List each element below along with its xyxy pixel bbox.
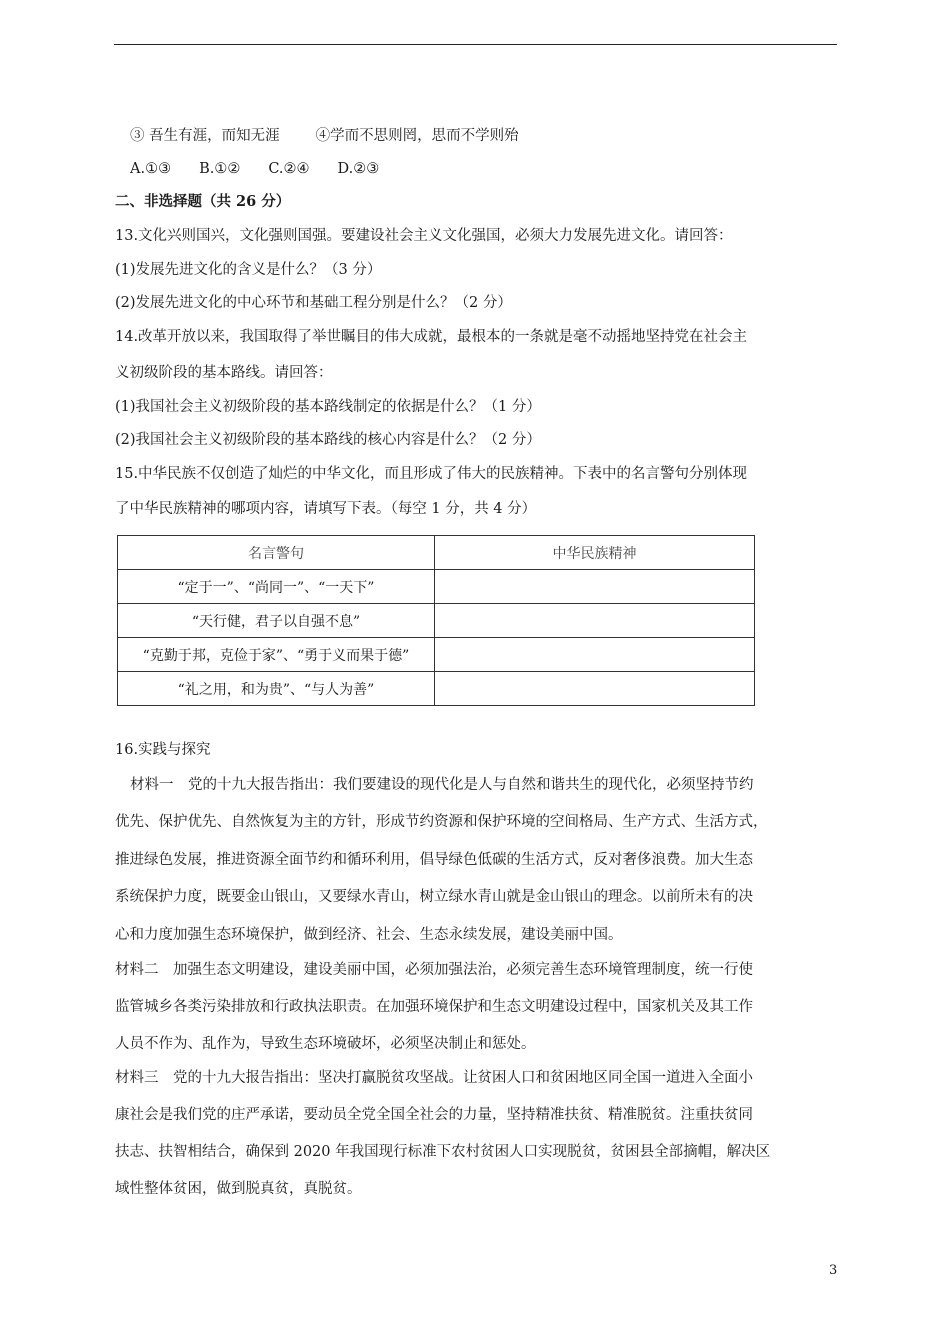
q13-sub1: (1)发展先进文化的含义是什么？（3 分） (115, 262, 382, 278)
table-header-row (118, 536, 755, 570)
header-rule (114, 44, 837, 45)
material3-line: 材料三 党的十九大报告指出：坚决打赢脱贫攻坚战。让贫困人口和贫困地区同全国一道进入全面小 (115, 1070, 753, 1086)
table-row (118, 570, 755, 604)
table-quote-cell: “克勤于邦，克俭于家”、“勇于义而果于德” (118, 638, 435, 672)
choice-b: B.①② (199, 161, 241, 177)
table-row (118, 672, 755, 706)
q15-stem-line2: 了中华民族精神的哪项内容，请填写下表。（每空 1 分，共 4 分） (115, 501, 537, 517)
q16-title: 16.实践与探究 (115, 742, 211, 758)
q13-stem: 13.文化兴则国兴，文化强则国强。要建设社会主义文化强国，必须大力发展先进文化。请回答： (115, 228, 733, 244)
option-item-4: ④学而不思则罔，思而不学则殆 (315, 128, 519, 144)
material3-line: 康社会是我们党的庄严承诺，要动员全党全国全社会的力量，坚持精准扶贫、精准脱贫。注重扶贫同 (115, 1107, 753, 1123)
material1-line: 材料一 党的十九大报告指出：我们要建设的现代化是人与自然和谐共生的现代化，必须坚持节约 (130, 777, 754, 793)
material3-line: 扶志、扶智相结合，确保到 2020 年我国现行标准下农村贫困人口实现脱贫，贫困县全部摘帽，解决区 (115, 1144, 771, 1160)
table-quote-cell: “天行健，君子以自强不息” (118, 604, 435, 638)
table-answer-cell[interactable] (435, 672, 755, 706)
answer-choices (130, 159, 379, 179)
material2-line: 监管城乡各类污染排放和行政执法职责。在加强环境保护和生态文明建设过程中，国家机关及其工作 (115, 999, 753, 1015)
choice-d: D.②③ (337, 161, 380, 177)
material1-line: 系统保护力度，既要金山银山，又要绿水青山，树立绿水青山就是金山银山的理念。以前所未有的决 (115, 889, 753, 905)
material2-line: 材料二 加强生态文明建设，建设美丽中国，必须加强法治，必须完善生态环境管理制度，统一行使 (115, 962, 753, 978)
material1-line: 推进绿色发展，推进资源全面节约和循环利用，倡导绿色低碳的生活方式，反对奢侈浪费。加大生态 (115, 852, 753, 868)
material1-line: 优先、保护优先、自然恢复为主的方针，形成节约资源和保护环境的空间格局、生产方式、生活方式， (115, 814, 768, 830)
q14-stem-line2: 义初级阶段的基本路线。请回答： (115, 365, 333, 381)
table-row (118, 604, 755, 638)
q15-spirit-table (117, 535, 755, 706)
table-answer-cell[interactable] (435, 604, 755, 638)
material3-line: 域性整体贫困，做到脱真贫，真脱贫。 (115, 1181, 362, 1197)
options-row-3-4 (130, 126, 519, 146)
material1-line: 心和力度加强生态环境保护，做到经济、社会、生态永续发展，建设美丽中国。 (115, 927, 623, 943)
table-quote-cell: “定于一”、“尚同一”、“一天下” (118, 570, 435, 604)
q15-stem-line1: 15.中华民族不仅创造了灿烂的中华文化，而且形成了伟大的民族精神。下表中的名言警句分别体现 (115, 466, 748, 482)
page-number: 3 (829, 1263, 838, 1278)
table-header-quotes: 名言警句 (118, 536, 435, 570)
choice-c: C.②④ (268, 161, 310, 177)
table-quote-cell: “礼之用，和为贵”、“与人为善” (118, 672, 435, 706)
section-heading: 二、非选择题（共 26 分） (115, 193, 291, 210)
choice-a: A.①③ (130, 161, 172, 177)
material2-line: 人员不作为、乱作为，导致生态环境破坏，必须坚决制止和惩处。 (115, 1036, 536, 1052)
table-header-spirit: 中华民族精神 (435, 536, 755, 570)
q14-sub2: (2)我国社会主义初级阶段的基本路线的核心内容是什么？（2 分） (115, 432, 541, 448)
table-answer-cell[interactable] (435, 638, 755, 672)
q14-stem-line1: 14.改革开放以来，我国取得了举世瞩目的伟大成就，最根本的一条就是毫不动摇地坚持党在社会主 (115, 329, 748, 345)
option-item-3: ③ 吾生有涯，而知无涯 (130, 128, 280, 144)
table-answer-cell[interactable] (435, 570, 755, 604)
q14-sub1: (1)我国社会主义初级阶段的基本路线制定的依据是什么？（1 分） (115, 399, 541, 415)
table-row (118, 638, 755, 672)
q13-sub2: (2)发展先进文化的中心环节和基础工程分别是什么？（2 分） (115, 295, 512, 311)
